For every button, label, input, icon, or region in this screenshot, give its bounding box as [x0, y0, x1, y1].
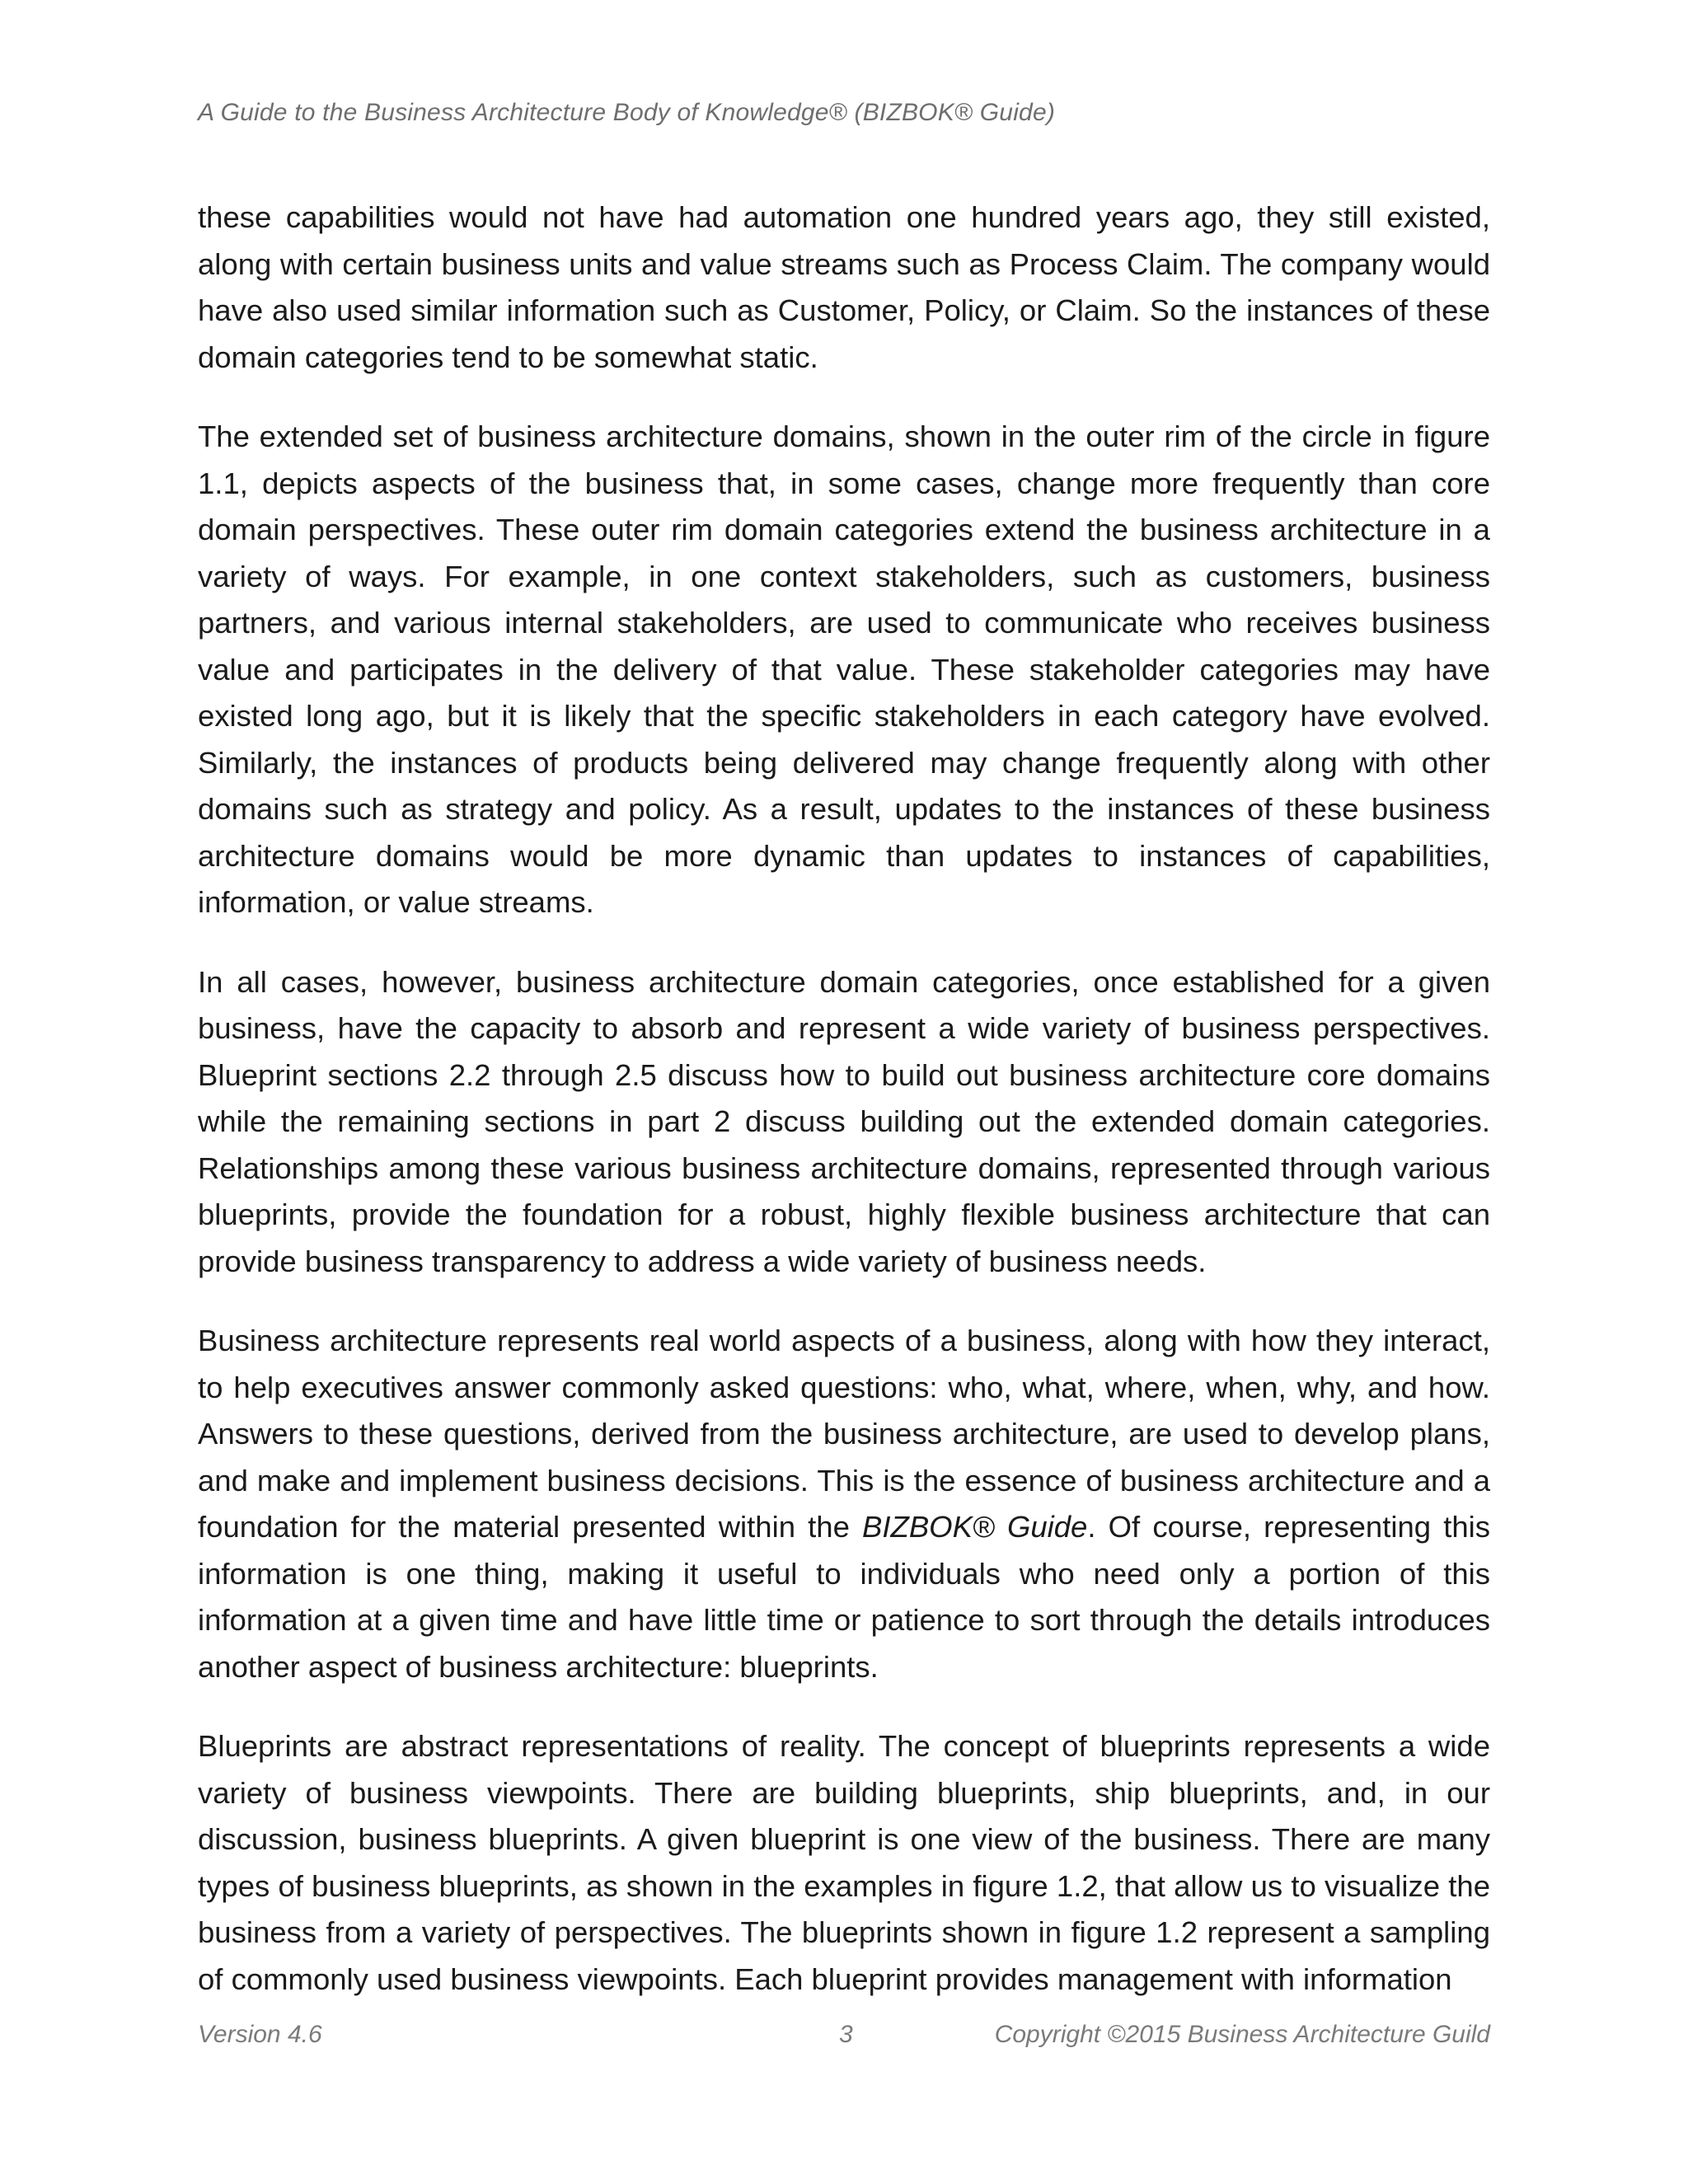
paragraph-5: Blueprints are abstract representations of reality. The concept of blueprints represents a wide variety of business viewpoints. There are building blueprints, ship blueprints, and, in our discussion, business blueprints. A given blueprint is one view of the business. There are many types of business blueprints, as shown in the examples in figure 1.2, that allow us to visualize the business from a variety of perspectives. The blueprints shown in figure 1.2 represent a sampling of commonly used business viewpoints. Each blueprint provides management with information	[198, 1729, 1490, 1996]
body-text	[198, 194, 1490, 2036]
copyright-notice: Copyright ©2015 Business Architecture Guild	[994, 2021, 1490, 2048]
paragraph-4-text-start: Business architecture represents real world aspects of a business, along with how they interact, to help executives answer commonly asked questions: who, what, where, when, why, and how. Answers to these questions, derived from the business architecture, are used to develop plans, and make and implement business decisions. This is the essence of business architecture and a foundation for the material presented within the	[198, 1324, 1490, 1544]
version-label: Version 4.6	[198, 2021, 322, 2048]
page-footer	[198, 2021, 1490, 2054]
paragraph-2: The extended set of business architecture domains, shown in the outer rim of the circle in figure 1.1, depicts aspects of the business that, in some cases, change more frequently than core domain perspectives. These outer rim domain categories extend the business architecture in a variety of ways. For example, in one context stakeholders, such as customers, business partners, and various internal stakeholders, are used to communicate who receives business value and participates in the delivery of that value. These stakeholder categories may have existed long ago, but it is likely that the specific stakeholders in each category have evolved. Similarly, the instances of products being delivered may change frequently along with other domains such as strategy and policy. As a result, updates to the instances of these business architecture domains would be more dynamic than updates to instances of capabilities, information, or value streams.	[198, 419, 1490, 919]
paragraph-1: these capabilities would not have had automation one hundred years ago, they still existed, along with certain business units and value streams such as Process Claim. The company would have also used similar information such as Customer, Policy, or Claim. So the instances of these domain categories tend to be somewhat static.	[198, 200, 1490, 374]
page-number: 3	[839, 2021, 853, 2048]
paragraph-4	[198, 1318, 1490, 1690]
guide-title-emphasis: BIZBOK® Guide	[862, 1510, 1088, 1544]
paragraph-4-text-end: . Of course, representing this information is one thing, making it useful to individuals who need only a portion of this information at a given time and have little time or patience to sort through the details introduces another aspect of business architecture: blueprints.	[198, 1510, 1491, 1684]
running-header: A Guide to the Business Architecture Body of Knowledge® (BIZBOK® Guide)	[198, 99, 1056, 126]
paragraph-3: In all cases, however, business architecture domain categories, once established for a given business, have the capacity to absorb and represent a wide variety of business perspectives. Blueprint sections 2.2 through 2.5 discuss how to build out business architecture core domains while the remaining sections in part 2 discuss building out the extended domain categories. Relationships among these various business architecture domains, represented through various blueprints, provide the foundation for a robust, highly flexible business architecture that can provide business transparency to address a wide variety of business needs.	[198, 964, 1490, 1278]
